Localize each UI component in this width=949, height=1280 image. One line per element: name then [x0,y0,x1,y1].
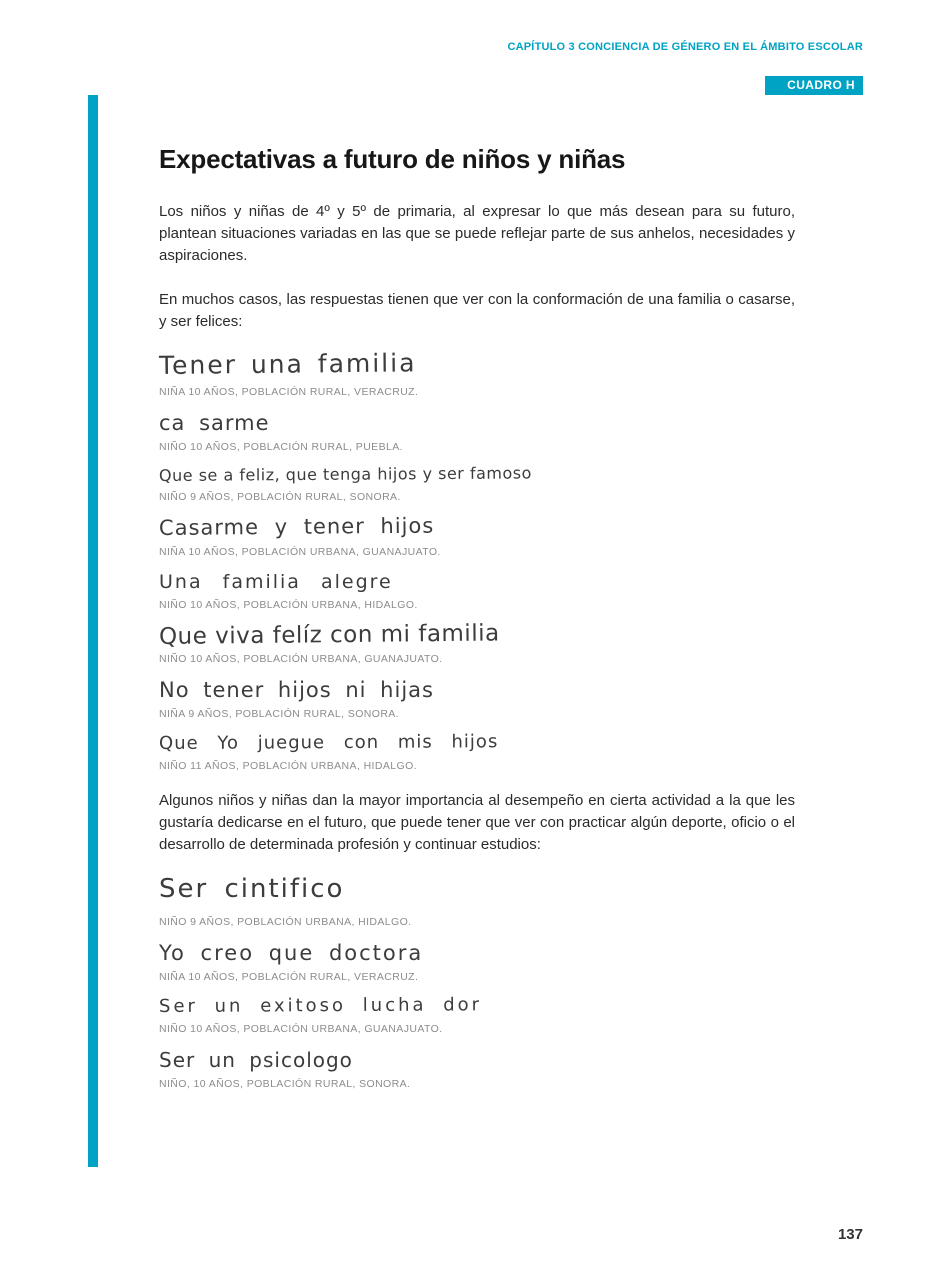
handwritten-text: Ser un exitoso lucha dor [158,994,483,1018]
handwritten-quote [158,463,795,504]
accent-bar [88,95,98,1167]
quote-attribution: NIÑA 9 AÑOS, POBLACIÓN RURAL, SONORA. [159,708,400,721]
quote-attribution: NIÑA 10 AÑOS, POBLACIÓN RURAL, VERACRUZ. [159,971,419,984]
intro-paragraph: Los niños y niñas de 4º y 5º de primaria, al expresar lo que más desean para su futuro, plantean situaciones variadas en las que se puede reflejar parte de sus anhelos, necesidades y aspiraciones. [159,203,795,265]
quote-attribution: NIÑO 10 AÑOS, POBLACIÓN RURAL, PUEBLA. [159,441,403,454]
handwritten-quote [159,874,795,928]
quote-attribution: NIÑO 9 AÑOS, POBLACIÓN RURAL, SONORA. [159,491,401,504]
quote-attribution: NIÑO 11 AÑOS, POBLACIÓN URBANA, HIDALGO. [159,760,417,773]
handwritten-text: Yo creo que doctora [159,941,424,966]
handwritten-text: Que se a feliz, que tenga hijos y ser famoso [158,463,532,486]
handwritten-quote [159,941,795,983]
running-header: CAPÍTULO 3 CONCIENCIA DE GÉNERO EN EL ÁMBITO ESCOLAR [507,41,863,53]
quote-attribution: NIÑA 10 AÑOS, POBLACIÓN RURAL, VERACRUZ. [159,386,419,399]
page-number: 137 [837,1226,863,1243]
handwritten-text: Casarme y tener hijos [158,513,435,541]
handwritten-text: Ser cintifico [159,874,345,905]
handwritten-quote [159,571,795,611]
handwritten-quote [158,513,795,559]
handwritten-text: Ser un psicologo [159,1048,353,1073]
handwritten-text: Tener una familia [158,348,417,381]
handwritten-quote [159,1048,795,1090]
quote-attribution: NIÑO 10 AÑOS, POBLACIÓN URBANA, HIDALGO. [159,599,418,612]
page-content [159,144,795,1103]
handwritten-quote [159,411,795,453]
quote-attribution: NIÑO 10 AÑOS, POBLACIÓN URBANA, GUANAJUATO. [159,1023,443,1036]
handwritten-quote [159,996,795,1035]
handwritten-text: ca sarme [159,411,270,436]
handwritten-text: Que viva felíz con mi familia [158,620,500,651]
handwritten-text: Que Yo juegue con mis hijos [158,731,499,755]
handwritten-quote [159,678,795,720]
quote-attribution: NIÑO, 10 AÑOS, POBLACIÓN RURAL, SONORA. [159,1078,411,1091]
cuadro-badge: CUADRO H [765,76,863,95]
quote-attribution: NIÑO 9 AÑOS, POBLACIÓN URBANA, HIDALGO. [159,916,412,929]
handwritten-quote [158,620,795,666]
handwritten-quote [158,348,795,399]
quote-attribution: NIÑA 10 AÑOS, POBLACIÓN URBANA, GUANAJUATO. [159,546,441,559]
page-title: Expectativas a futuro de niños y niñas [159,144,626,174]
handwritten-text: No tener hijos ni hijas [159,678,434,703]
handwritten-quote [159,733,795,772]
family-section-paragraph: En muchos casos, las respuestas tienen que ver con la conformación de una familia o casarse, y ser felices: [159,291,795,331]
handwritten-text: Una familia alegre [159,571,393,594]
quote-attribution: NIÑO 10 AÑOS, POBLACIÓN URBANA, GUANAJUATO. [159,653,443,666]
activities-section-paragraph: Algunos niños y niñas dan la mayor importancia al desempeño en cierta actividad a la que les gustaría dedicarse en el futuro, que puede tener que ver con practicar algún deporte, oficio o el desarrollo de determinada profesión y continuar estudios: [159,792,795,854]
